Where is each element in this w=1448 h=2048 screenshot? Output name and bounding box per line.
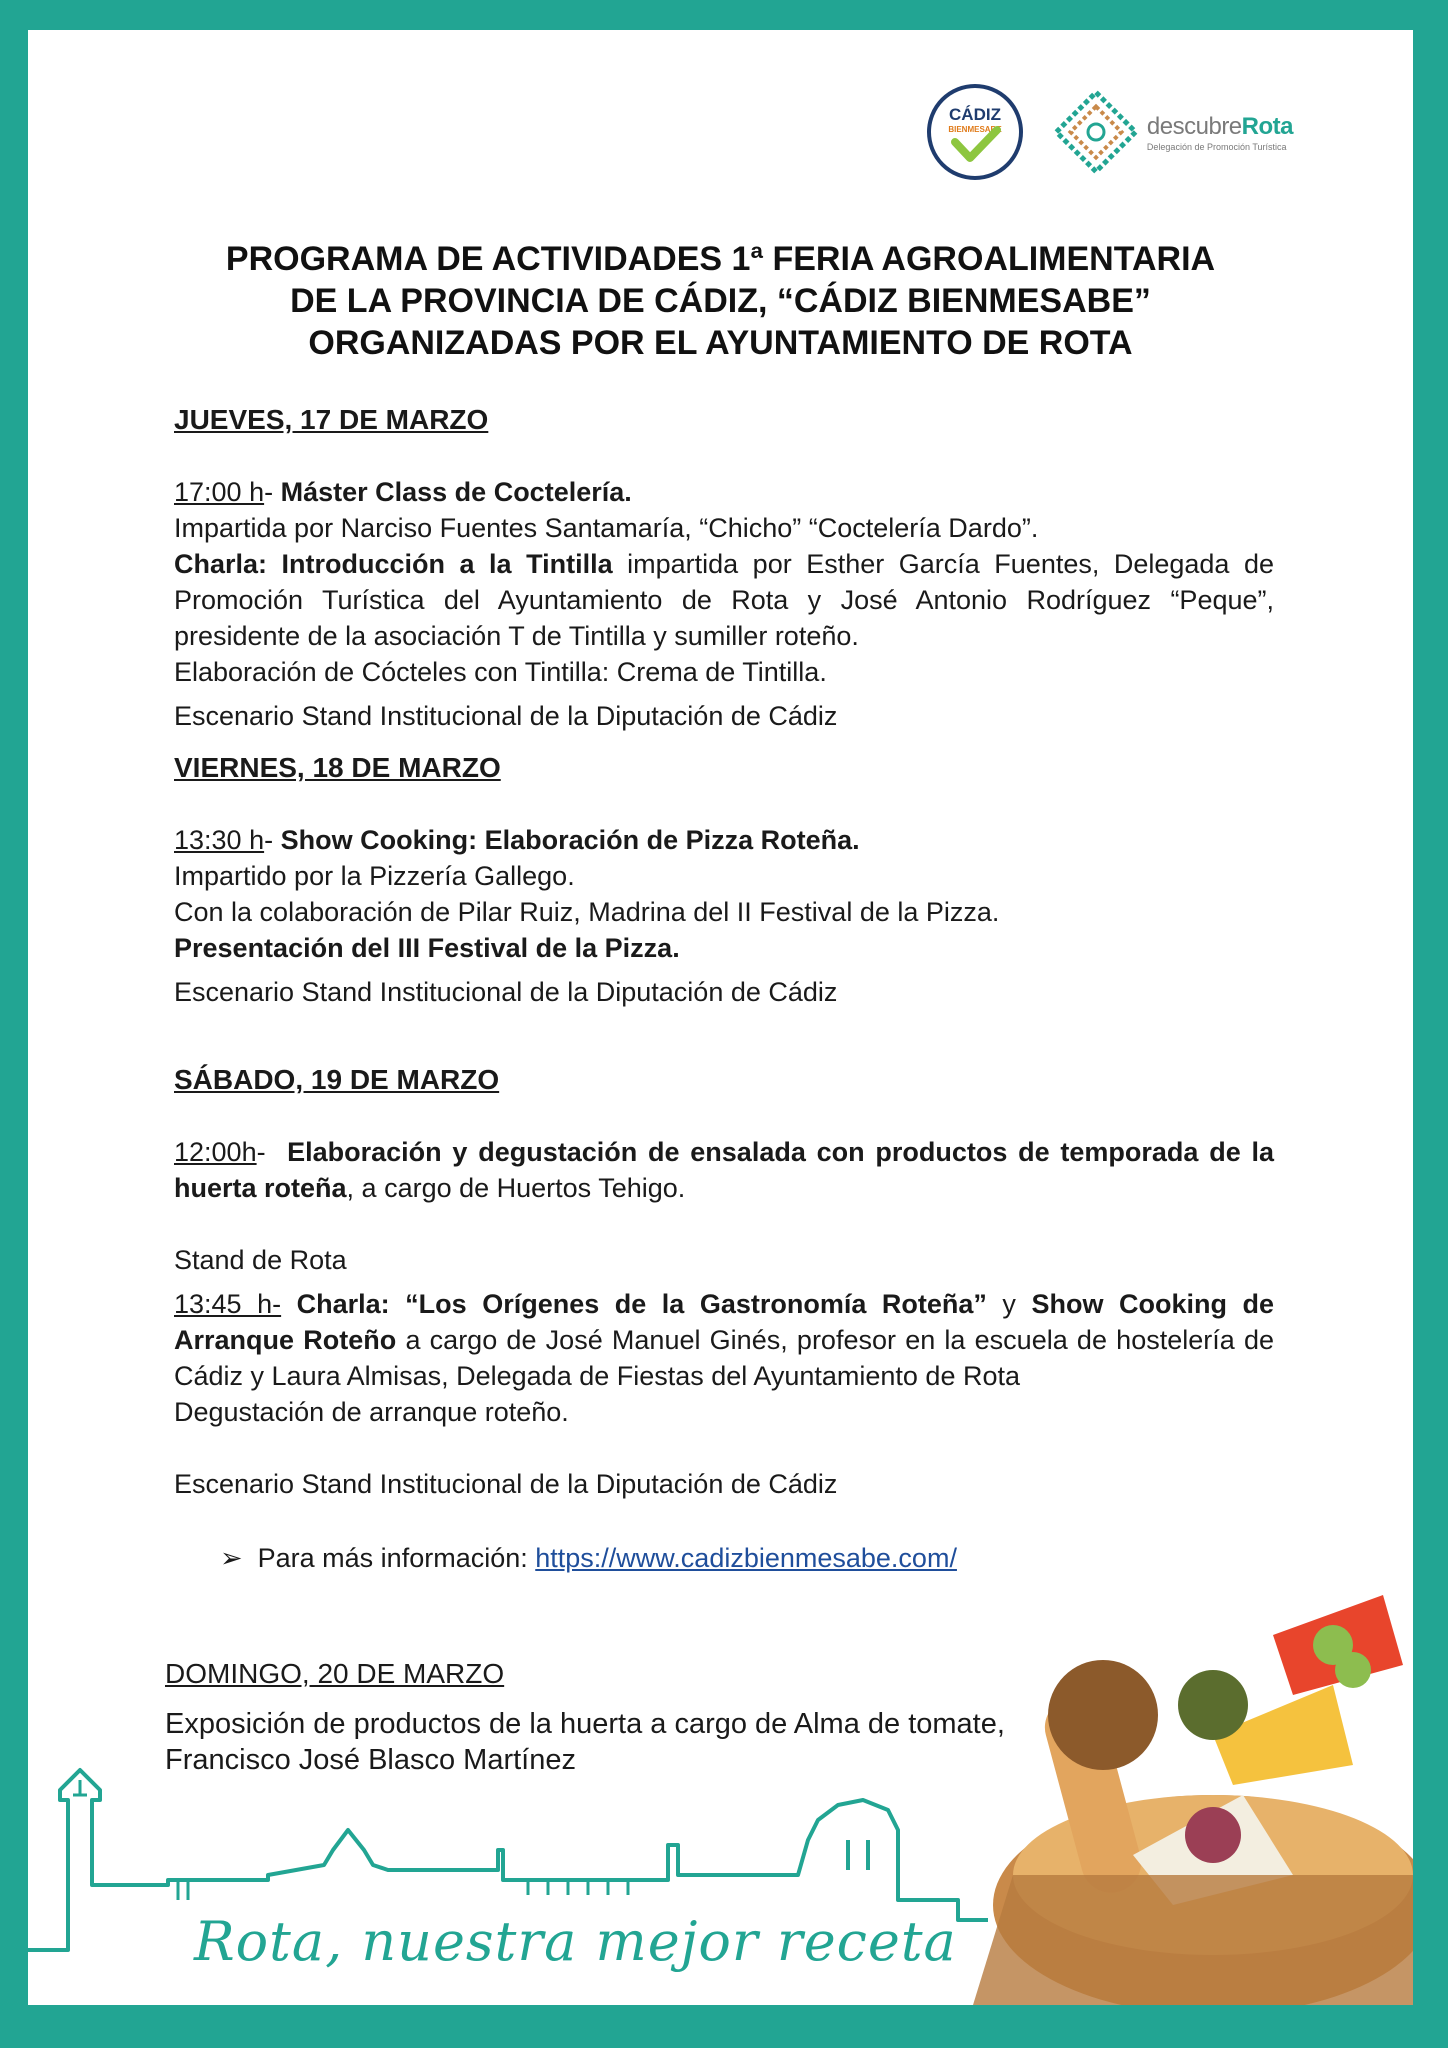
food-basket-illustration	[913, 1575, 1413, 2005]
day-heading-thursday: JUEVES, 17 DE MARZO	[174, 404, 489, 435]
arrow-bullet-icon: ➢	[220, 1543, 243, 1573]
venue-text: Escenario Stand Institucional de la Diputación de Cádiz	[174, 977, 838, 1007]
delegacion-subtitle: Delegación de Promoción Turística	[1146, 141, 1287, 152]
day-heading-friday: VIERNES, 18 DE MARZO	[174, 752, 501, 783]
event-time: 17:00 h	[174, 477, 265, 507]
more-info-label: Para más información:	[257, 1543, 536, 1573]
talk-title: Charla: “Los Orígenes de la Gastronomía Roteña”	[296, 1289, 987, 1319]
event-title: Elaboración y degustación de ensalada con productos de temporada de la huerta roteña	[174, 1137, 1274, 1203]
sunday-line-1: Exposición de productos de la huerta a cargo de Alma de tomate,	[165, 1708, 1005, 1740]
bienmesabe-logo-text: BIENMESABE	[948, 125, 1002, 134]
event-description: Con la colaboración de Pilar Ruiz, Madrina del II Festival de la Pizza.	[174, 897, 1000, 927]
event-saturday-1: 12:00h- Elaboración y degustación de ensalada con productos de temporada de la huerta roteña, a cargo de Huertos Tehigo.	[174, 1137, 1274, 1203]
event-details: , a cargo de Huertos Tehigo.	[346, 1173, 686, 1203]
descubre-rota-logo	[1053, 89, 1293, 175]
cadiz-logo-text: CÁDIZ	[948, 105, 1001, 124]
day-heading-sunday: DOMINGO, 20 DE MARZO	[165, 1658, 505, 1689]
title-line-1: PROGRAMA DE ACTIVIDADES 1ª FERIA AGROALIMENTARIA	[225, 240, 1216, 278]
event-title: Show Cooking: Elaboración de Pizza Roteña.	[280, 825, 860, 855]
title-line-2: DE LA PROVINCIA DE CÁDIZ, “CÁDIZ BIENMESABE”	[290, 282, 1151, 320]
event-description: Impartida por Narciso Fuentes Santamaría, “Chicho” “Coctelería Dardo”.	[174, 513, 1039, 543]
page-title	[28, 238, 1413, 364]
cadiz-bienmesabe-logo	[925, 82, 1025, 182]
header-logos	[925, 82, 1293, 182]
title-line-3: ORGANIZADAS POR EL AYUNTAMIENTO DE ROTA	[308, 324, 1133, 362]
event-description: Impartido por la Pizzería Gallego.	[174, 861, 575, 891]
event-description: Degustación de arranque roteño.	[174, 1397, 569, 1427]
event-thursday-1: 17:00 h- Máster Class de Coctelería.	[174, 477, 632, 507]
website-link[interactable]: https://www.cadizbienmesabe.com/	[535, 1543, 957, 1573]
rota-emblem-icon	[1053, 89, 1139, 175]
event-time: 12:00h	[174, 1137, 257, 1167]
event-friday-1: 13:30 h- Show Cooking: Elaboración de Pizza Roteña.	[174, 825, 860, 855]
day-heading-saturday: SÁBADO, 19 DE MARZO	[174, 1064, 500, 1095]
descubre-text: descubre	[1146, 112, 1242, 140]
event-highlight: Presentación del III Festival de la Pizza.	[174, 933, 680, 963]
event-description: Elaboración de Cócteles con Tintilla: Crema de Tintilla.	[174, 657, 827, 687]
venue-text: Escenario Stand Institucional de la Diputación de Cádiz	[174, 701, 838, 731]
event-details: a cargo de José Manuel Ginés, profesor en la escuela de hostelería de Cádiz y Laura Almisas, Delegada de Fiestas del Ayuntamiento de Rota	[174, 1325, 1274, 1391]
rota-text: Rota	[1241, 112, 1293, 140]
event-title: Máster Class de Coctelería.	[280, 477, 632, 507]
talk-title: Charla: Introducción a la Tintilla	[174, 549, 613, 579]
program-sheet	[28, 30, 1413, 2005]
venue-text: Escenario Stand Institucional de la Diputación de Cádiz	[174, 1469, 838, 1499]
event-time: 13:30 h	[174, 825, 265, 855]
event-time: 13:45 h-	[174, 1289, 282, 1319]
venue-text: Stand de Rota	[174, 1245, 347, 1275]
event-saturday-2: 13:45 h- Charla: “Los Orígenes de la Gastronomía Roteña” y Show Cooking de Arranque Roteño a cargo de José Manuel Ginés, profesor en la escuela de hostelería de Cádiz y Laura Almisas, Delegada de Fiestas del Ayuntamiento de Rota	[174, 1289, 1274, 1391]
show-cooking-title: Show Cooking de Arranque Roteño	[174, 1289, 1274, 1355]
more-info-line	[174, 1540, 1274, 1576]
sunday-line-2: Francisco José Blasco Martínez	[165, 1744, 576, 1776]
program-content	[174, 402, 1274, 1576]
talk-details: impartida por Esther García Fuentes, Delegada de Promoción Turística del Ayuntamiento de Rota y José Antonio Rodríguez “Peque”, presidente de la asociación T de Tintilla y sumiller roteño.	[174, 549, 1274, 651]
tagline: Rota, nuestra mejor receta	[194, 1910, 957, 1973]
talk-description	[174, 546, 1274, 654]
